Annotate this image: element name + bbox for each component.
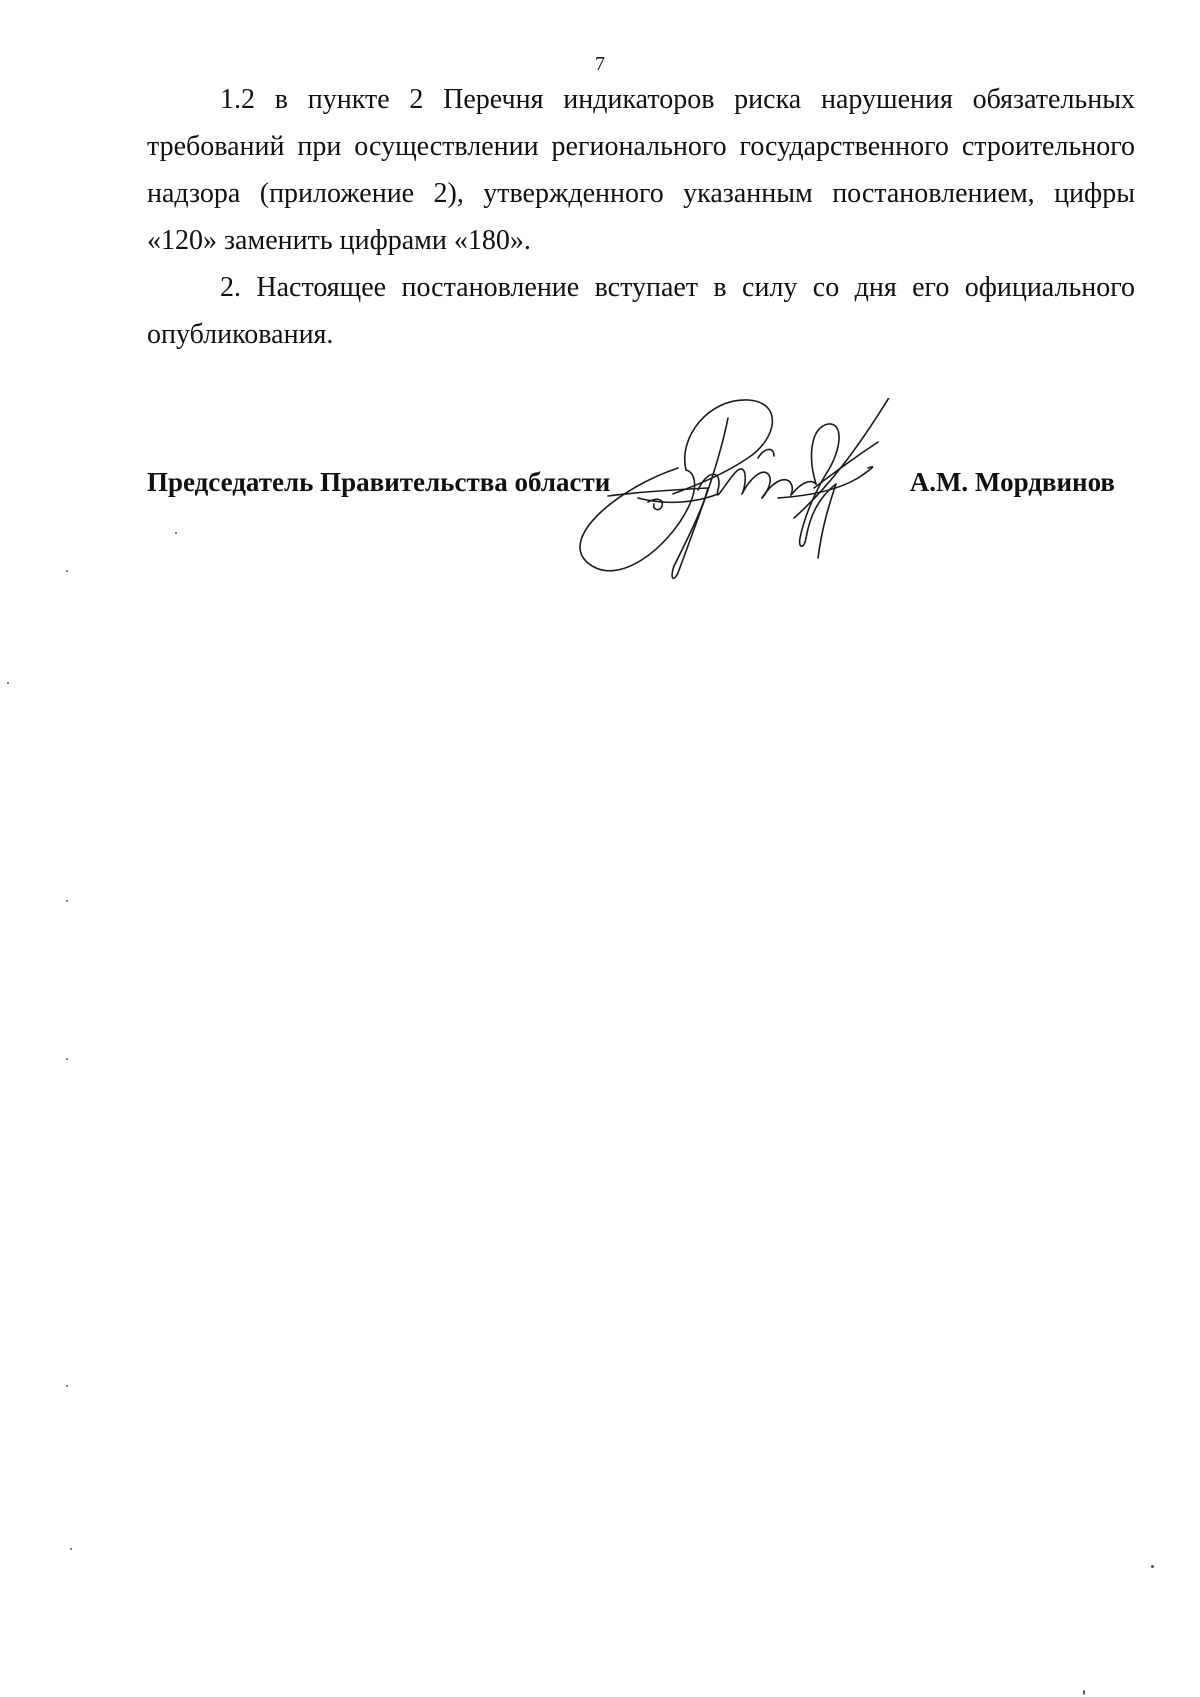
paragraph-2: 2. Настоящее постановление вступает в силу со дня его официального опубликования.: [147, 272, 1135, 350]
scan-speck: [175, 532, 177, 534]
signer-title: Председатель Правительства области: [147, 467, 611, 497]
scan-speck: [7, 682, 9, 684]
paragraph-1-2: 1.2 в пункте 2 Перечня индикаторов риска нарушения обязательных требований при осуществлении регионального государственного строительного надзора (приложение 2), утвержденного указанным постановлением, цифры «120» заменить цифрами «180».: [147, 84, 1135, 256]
scan-speck: [1083, 1690, 1085, 1695]
signature-block: [147, 464, 1115, 500]
scan-speck: [66, 900, 68, 902]
scan-speck: [66, 1385, 68, 1387]
scan-speck: [70, 1548, 72, 1550]
scan-speck: [66, 1058, 68, 1060]
scan-speck: [66, 570, 68, 572]
scan-speck: [1151, 1565, 1154, 1568]
page-number: 7: [595, 53, 605, 75]
handwritten-signature-icon: [578, 398, 938, 608]
signer-name: А.М. Мордвинов: [909, 467, 1115, 497]
